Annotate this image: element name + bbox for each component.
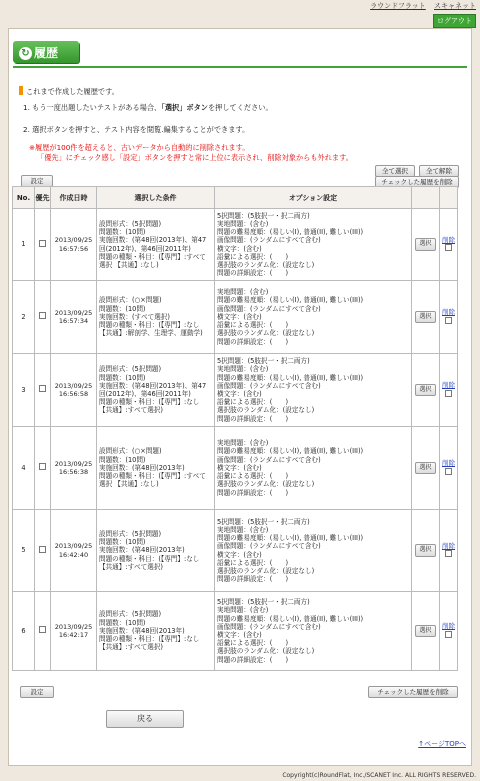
delete-checkbox[interactable] [445,468,452,475]
option-line: 選択肢のランダム化：(設定なし) [217,260,315,269]
condition-line: 実施回数：(第48回(2013年) [99,463,185,472]
option-line: 実地問題：(含む) [217,219,269,228]
conditions-cell [97,354,215,427]
condition-line: 設問形式：(○×問題) [99,296,162,305]
delete-checkbox[interactable] [445,631,452,638]
priority-checkbox[interactable] [39,463,46,470]
option-line: 語彙による選択：( ) [217,472,289,481]
option-line: 問題の難易度順：(易しい(I), 普通(II), 難しい(III)) [217,228,364,237]
row-number: 6 [13,592,35,671]
option-line: 語彙による選択：( ) [217,398,289,407]
option-line: 5択問題：(5肢択一・択二両方) [217,598,310,607]
condition-line: 設問形式：(5択問題) [99,610,162,619]
delete-checked-button-top[interactable]: チェックした履歴を削除 [375,176,459,188]
option-line: 画像問題：(ランダムにすべて含む) [217,542,321,551]
option-line: 5択問題：(5肢択一・択二両方) [217,517,310,526]
options-cell [215,427,412,510]
option-line: 横文字：(含む) [217,244,262,253]
table-row [13,592,458,671]
priority-checkbox[interactable] [39,385,46,392]
option-line: 語彙による選択：( ) [217,558,289,567]
step1-pre: 1. もう一度出題したいテストがある場合、 [23,103,162,112]
priority-cell [35,209,51,281]
select-button[interactable]: 選択 [415,625,435,637]
title-divider [13,66,467,68]
condition-line: 実施回数：(第48回(2013年) [99,546,185,555]
option-line: 問題の難易度順：(易しい(I), 普通(II), 難しい(III)) [217,614,364,623]
delete-link[interactable]: 削除 [442,235,455,244]
delete-link[interactable]: 削除 [442,622,455,631]
delete-checked-button-bottom[interactable]: チェックした履歴を削除 [368,686,458,698]
row-number: 3 [13,354,35,427]
option-line: 問題の難易度順：(易しい(I), 普通(II), 難しい(III)) [217,373,364,382]
col-delete [440,187,458,209]
table-row [13,354,458,427]
condition-line: 問題数：(10問) [99,455,146,464]
option-line: 画像問題：(ランダムにすべて含む) [217,236,321,245]
row-number: 5 [13,510,35,592]
table-row [13,281,458,354]
created-date: 2013/09/25 [54,236,93,245]
condition-line: 設問形式：(5択問題) [99,219,162,228]
options-cell [215,209,412,281]
select-cell [412,510,440,592]
select-button[interactable]: 選択 [415,384,435,396]
conditions-cell [97,592,215,671]
created-date: 2013/09/25 [54,542,93,551]
created-time: 16:57:56 [58,244,89,253]
options-cell [215,354,412,427]
option-line: 選択肢のランダム化：(設定なし) [217,329,315,338]
created-time: 16:42:17 [58,631,89,639]
row-number: 2 [13,281,35,354]
table-row [13,427,458,510]
select-cell [412,427,440,510]
option-line: 実地問題：(含む) [217,525,269,534]
condition-line: 問題数：(10問) [99,373,146,382]
option-line: 問題の詳細設定：( ) [217,414,289,423]
delete-link[interactable]: 削除 [442,308,455,317]
created-time: 16:57:34 [58,317,89,325]
step1-bold: 「選択」ボタン [161,103,208,112]
history-table [12,186,458,671]
warning-1: ※履歴が100件を超えると、古いデータから自動的に削除されます。 [29,143,250,152]
priority-checkbox[interactable] [39,240,46,247]
select-cell [412,592,440,671]
roundflat-link[interactable]: ラウンドフラット [370,2,426,10]
option-line: 実地問題：(含む) [217,288,269,297]
delete-cell [440,427,458,510]
option-line: 語彙による選択：( ) [217,252,289,261]
select-all-button[interactable]: 全て選択 [375,165,415,177]
table-row [13,209,458,281]
option-line: 画像問題：(ランダムにすべて含む) [217,622,321,631]
col-no: No. [13,187,35,209]
option-line: 選択肢のランダム化：(設定なし) [217,406,315,415]
option-line: 問題の詳細設定：( ) [217,337,289,346]
select-button[interactable]: 選択 [415,238,435,250]
option-line: 横文字：(含む) [217,390,262,398]
select-button[interactable]: 選択 [415,462,435,474]
option-line: 問題の詳細設定：( ) [217,269,289,278]
options-cell [215,592,412,671]
select-cell [412,281,440,354]
conditions-cell [97,510,215,592]
condition-line: 問題の種類・科目：(【専門】:なし 【共通】:すべて選択) [99,554,200,571]
refresh-icon: ↻ [19,47,32,60]
condition-line: 問題の種類・科目：(【専門】:なし 【共通】:すべて選択) [99,398,200,415]
condition-line: 問題の種類・科目：(【専門】:なし 【共通】:すべて選択) [99,635,200,652]
created-date: 2013/09/25 [54,308,93,317]
intro-text [19,86,119,97]
priority-cell [35,510,51,592]
intro-label: これまで作成した履歴です。 [26,87,119,96]
condition-line: 問題の種類・科目：(【専門】:すべて選択 【共通】:なし) [99,472,206,489]
option-line: 問題の詳細設定：( ) [217,655,289,664]
option-line: 選択肢のランダム化：(設定なし) [217,480,315,489]
col-select [412,187,440,209]
delete-checkbox[interactable] [445,390,452,397]
option-line: 横文字：(含む) [217,463,262,472]
delete-link[interactable]: 削除 [442,541,455,550]
orange-bar-icon [19,86,23,95]
created-time: 16:42:40 [58,550,89,559]
settings-button-bottom[interactable]: 設定 [20,686,54,698]
option-line: 問題の詳細設定：( ) [217,488,289,497]
option-line: 横文字：(含む) [217,550,262,559]
option-line: 画像問題：(ランダムにすべて含む) [217,381,321,390]
option-line: 選択肢のランダム化：(設定なし) [217,647,315,656]
created-time: 16:56:38 [58,468,89,476]
page-top-link[interactable]: ↑ページTOPへ [418,740,466,748]
delete-link[interactable]: 削除 [442,459,455,468]
delete-checkbox[interactable] [445,244,452,251]
condition-line: 問題数：(10問) [99,304,146,313]
option-line: 横文字：(含む) [217,631,262,639]
option-line: 選択肢のランダム化：(設定なし) [217,566,315,575]
date-cell [51,354,97,427]
table-header [13,187,458,209]
condition-line: 実施回数：(第48回(2013年) [99,626,185,635]
condition-line: 問題数：(10問) [99,228,146,237]
clear-all-button[interactable]: 全て解除 [419,165,459,177]
created-time: 16:56:58 [58,390,89,398]
date-cell [51,427,97,510]
history-tab [13,41,79,63]
settings-button-top[interactable]: 設定 [21,175,53,187]
created-date: 2013/09/25 [54,622,93,631]
priority-checkbox[interactable] [39,546,46,553]
priority-checkbox[interactable] [39,626,46,633]
page-title: 履歴 [34,46,59,60]
date-cell [51,510,97,592]
created-date: 2013/09/25 [54,459,93,468]
col-conditions: 選択した条件 [97,187,215,209]
option-line: 画像問題：(ランダムにすべて含む) [217,455,321,464]
step-2: 2. 選択ボタンを押すと、テスト内容を閲覧.編集することができます。 [23,125,250,134]
date-cell [51,281,97,354]
condition-line: 問題の種類・科目：(【専門】:すべて選択 【共通】:なし) [99,252,206,269]
top-links [364,1,476,11]
option-line: 問題の難易度順：(易しい(I), 普通(II), 難しい(III)) [217,447,364,456]
condition-line: 設問形式：(5択問題) [99,529,162,538]
option-line: 5択問題：(5肢択一・択二両方) [217,357,310,366]
select-button[interactable]: 選択 [415,544,435,556]
delete-cell [440,510,458,592]
row-number: 1 [13,209,35,281]
step1-post: を押してください。 [207,103,273,112]
option-line: 実地問題：(含む) [217,439,269,448]
delete-checkbox[interactable] [445,317,452,324]
conditions-cell [97,209,215,281]
logout-button[interactable]: ログアウト [433,14,476,28]
conditions-cell [97,281,215,354]
option-line: 実地問題：(含む) [217,606,269,615]
option-line: 問題の難易度順：(易しい(I), 普通(II), 難しい(III)) [217,534,364,543]
options-cell [215,281,412,354]
delete-cell [440,209,458,281]
date-cell [51,209,97,281]
step-1 [23,103,273,113]
option-line: 横文字：(含む) [217,312,262,321]
priority-cell [35,427,51,510]
condition-line: 実施回数：(すべて選択) [99,312,170,321]
option-line: 5択問題：(5肢択一・択二両方) [217,211,310,220]
delete-cell [440,354,458,427]
col-priority: 優先 [35,187,51,209]
warning-2: 「優先」にチェック感し「設定」ボタンを押すと常に上位に表示され、削除対象からも外れます。 [37,153,353,162]
back-button[interactable]: 戻る [106,710,184,728]
condition-line: 実施回数：(第48回(2013年)、第47回(2012年)、第46回(2011年) [99,381,207,398]
priority-cell [35,281,51,354]
priority-checkbox[interactable] [39,312,46,319]
copyright: Copyright(c)RoundFlat, Inc./SCANET Inc. ALL RIGHTS RESERVED. [282,772,476,779]
priority-cell [35,592,51,671]
delete-cell [440,281,458,354]
condition-line: 設問形式：(○×問題) [99,447,162,456]
conditions-cell [97,427,215,510]
option-line: 問題の詳細設定：( ) [217,575,289,584]
row-number: 4 [13,427,35,510]
delete-link[interactable]: 削除 [442,381,455,390]
option-line: 実地問題：(含む) [217,365,269,374]
options-cell [215,510,412,592]
condition-line: 問題の種類・科目：(【専門】:なし 【共通】:解剖学、生理学、運動学) [99,321,203,338]
option-line: 問題の難易度順：(易しい(I), 普通(II), 難しい(III)) [217,296,364,305]
option-line: 語彙による選択：( ) [217,321,289,330]
condition-line: 実施回数：(第48回(2013年)、第47回(2012年)、第46回(2011年) [99,236,207,253]
select-cell [412,209,440,281]
priority-cell [35,354,51,427]
option-line: 画像問題：(ランダムにすべて含む) [217,304,321,313]
date-cell [51,592,97,671]
condition-line: 問題数：(10問) [99,618,146,627]
col-date: 作成日時 [51,187,97,209]
select-cell [412,354,440,427]
delete-cell [440,592,458,671]
select-button[interactable]: 選択 [415,311,435,323]
option-line: 語彙による選択：( ) [217,639,289,648]
condition-line: 設問形式：(5択問題) [99,365,162,374]
table-row [13,510,458,592]
condition-line: 問題数：(10問) [99,538,146,547]
scanet-link[interactable]: スキャネット [434,2,476,10]
created-date: 2013/09/25 [54,381,93,390]
col-options: オプション設定 [215,187,412,209]
delete-checkbox[interactable] [445,550,452,557]
